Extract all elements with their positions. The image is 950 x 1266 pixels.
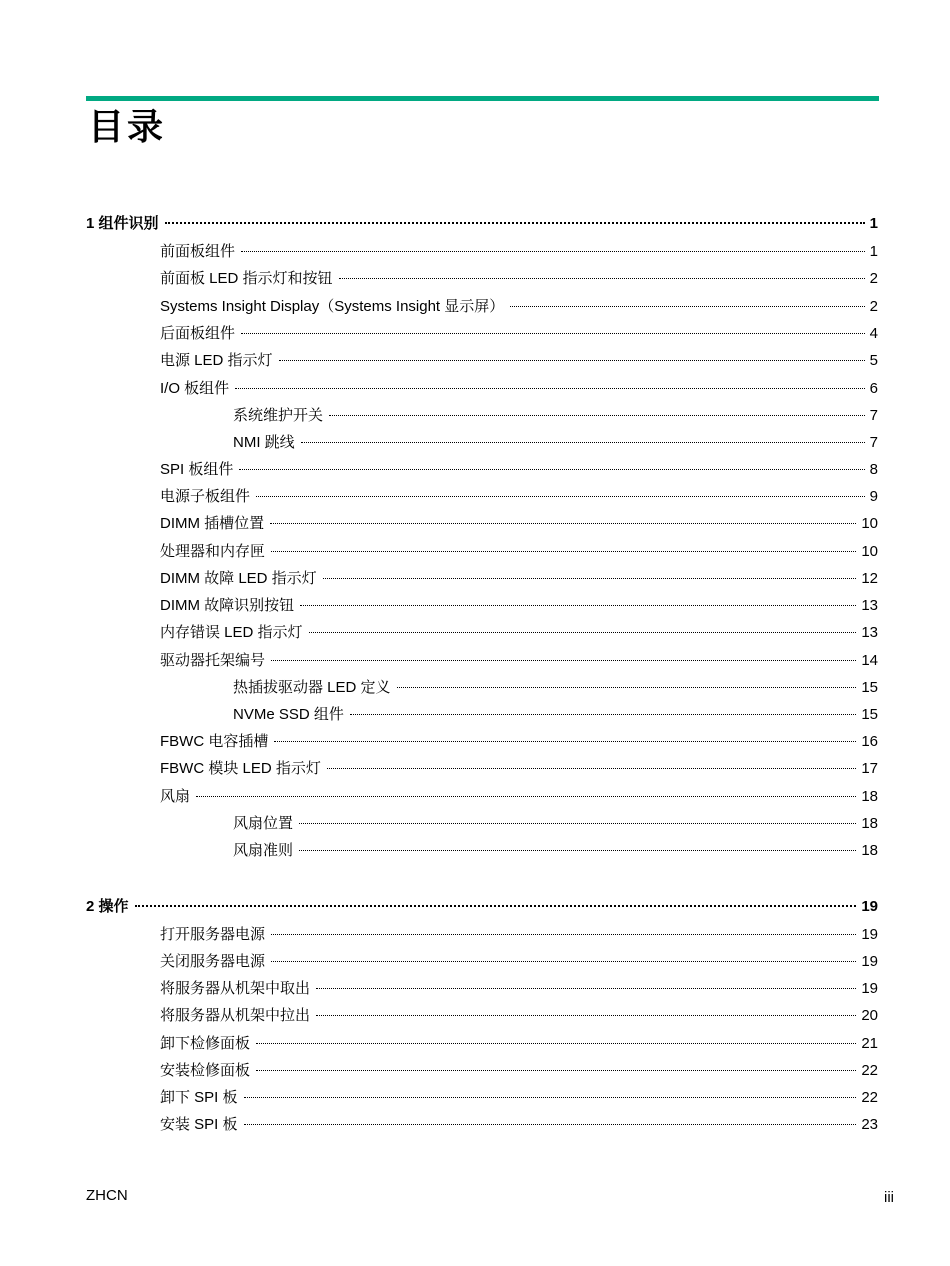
- toc-page-number: 15: [861, 706, 878, 723]
- toc-entry[interactable]: [160, 1033, 878, 1055]
- toc-page-number: 14: [861, 652, 878, 669]
- toc-entry-title: 2 操作: [86, 898, 129, 915]
- toc-entry[interactable]: [160, 378, 878, 400]
- toc-dot-leader: [135, 905, 857, 907]
- page-title: 目录: [88, 106, 167, 147]
- toc-page-number: 20: [861, 1007, 878, 1024]
- toc-entry-title: 内存错误 LED 指示灯: [160, 624, 303, 641]
- toc-page-number: 7: [869, 434, 878, 451]
- toc-dot-leader: [274, 741, 856, 742]
- toc-entry[interactable]: [160, 541, 878, 563]
- toc-entry-title: FBWC 电容插槽: [160, 733, 269, 750]
- toc-dot-leader: [316, 988, 856, 989]
- toc-entry-title: 安装 SPI 板: [160, 1116, 238, 1133]
- toc-dot-leader: [256, 496, 865, 497]
- toc-entry-title: Systems Insight Display（Systems Insight 显示屏）: [160, 298, 505, 315]
- toc-entry[interactable]: [160, 459, 878, 481]
- toc-page-number: 18: [861, 815, 878, 832]
- toc-dot-leader: [316, 1015, 856, 1016]
- toc-entry[interactable]: [160, 595, 878, 617]
- toc-entry[interactable]: [160, 924, 878, 946]
- toc-page-number: 18: [861, 788, 878, 805]
- toc-entry-title: 电源 LED 指示灯: [160, 352, 273, 369]
- toc-dot-leader: [239, 469, 864, 470]
- toc-entry-title: 将服务器从机架中取出: [160, 980, 311, 997]
- toc-dot-leader: [329, 415, 865, 416]
- toc-entry[interactable]: [160, 350, 878, 372]
- toc-page-number: 1: [869, 215, 878, 232]
- toc-page-number: 21: [861, 1035, 878, 1052]
- toc-dot-leader: [279, 360, 865, 361]
- toc-entry[interactable]: [160, 513, 878, 535]
- toc-page-number: 13: [861, 624, 878, 641]
- toc-dot-leader: [271, 934, 856, 935]
- toc-dot-leader: [327, 768, 856, 769]
- toc-entry-title: 安装检修面板: [160, 1062, 251, 1079]
- toc-entry[interactable]: [233, 813, 878, 835]
- toc-page-number: 15: [861, 679, 878, 696]
- toc-entry-title: DIMM 故障 LED 指示灯: [160, 570, 317, 587]
- toc-entry-title: 前面板组件: [160, 243, 236, 260]
- toc-dot-leader: [299, 850, 856, 851]
- toc-page-number: 13: [861, 597, 878, 614]
- toc-entry-title: 前面板 LED 指示灯和按钮: [160, 270, 333, 287]
- toc-entry[interactable]: [160, 731, 878, 753]
- toc-page-number: 4: [869, 325, 878, 342]
- toc-dot-leader: [241, 251, 865, 252]
- toc-page-number: 10: [861, 543, 878, 560]
- toc-entry[interactable]: [160, 786, 878, 808]
- toc-page-number: 17: [861, 760, 878, 777]
- toc-entry-title: DIMM 故障识别按钮: [160, 597, 295, 614]
- toc-entry[interactable]: [160, 1114, 878, 1136]
- toc-dot-leader: [301, 442, 865, 443]
- toc-page-number: 22: [861, 1062, 878, 1079]
- toc-dot-leader: [235, 388, 864, 389]
- toc-entry[interactable]: [160, 650, 878, 672]
- toc-page-number: 1: [869, 243, 878, 260]
- toc-entry[interactable]: [233, 432, 878, 454]
- toc-entry-title: 电源子板组件: [160, 488, 251, 505]
- toc-entry-title: 关闭服务器电源: [160, 953, 266, 970]
- footer-page-number: iii: [884, 1189, 894, 1206]
- toc-dot-leader: [271, 660, 856, 661]
- toc-dot-leader: [256, 1070, 856, 1071]
- toc-entry[interactable]: [160, 486, 878, 508]
- toc-dot-leader: [350, 714, 856, 715]
- toc-entry[interactable]: [233, 677, 878, 699]
- toc-page-number: 10: [861, 515, 878, 532]
- toc-entry-title: 打开服务器电源: [160, 926, 266, 943]
- toc-entry-title: FBWC 模块 LED 指示灯: [160, 760, 321, 777]
- toc-dot-leader: [300, 605, 856, 606]
- toc-entry-title: I/O 板组件: [160, 380, 230, 397]
- toc-page-number: 19: [861, 953, 878, 970]
- toc-dot-leader: [271, 961, 856, 962]
- toc-entry-title: 卸下检修面板: [160, 1035, 251, 1052]
- toc-entry-title: NMI 跳线: [233, 434, 295, 451]
- toc-entry[interactable]: [160, 568, 878, 590]
- toc-entry[interactable]: [233, 704, 878, 726]
- toc-entry-title: DIMM 插槽位置: [160, 515, 265, 532]
- toc-entry[interactable]: [160, 268, 878, 290]
- toc-page-number: 23: [861, 1116, 878, 1133]
- toc-entry-title: 系统维护开关: [233, 407, 324, 424]
- toc-entry[interactable]: [160, 1060, 878, 1082]
- toc-entry-title: 驱动器托架编号: [160, 652, 266, 669]
- footer-language-code: ZHCN: [86, 1187, 128, 1204]
- toc-dot-leader: [244, 1124, 857, 1125]
- toc-page-number: 22: [861, 1089, 878, 1106]
- toc-entry[interactable]: [160, 323, 878, 345]
- toc-dot-leader: [196, 796, 856, 797]
- toc-entry-title: 热插拔驱动器 LED 定义: [233, 679, 391, 696]
- toc-page-number: 16: [861, 733, 878, 750]
- toc-dot-leader: [271, 551, 856, 552]
- toc-page-number: 19: [861, 980, 878, 997]
- toc-page-number: 2: [869, 298, 878, 315]
- toc-entry[interactable]: [160, 1005, 878, 1027]
- toc-dot-leader: [510, 306, 864, 307]
- toc-page-number: 12: [861, 570, 878, 587]
- toc-dot-leader: [256, 1043, 856, 1044]
- toc-dot-leader: [270, 523, 856, 524]
- toc-page-number: 19: [861, 926, 878, 943]
- toc-entry[interactable]: [233, 405, 878, 427]
- toc-dot-leader: [241, 333, 865, 334]
- toc-entry-title: 处理器和内存匣: [160, 543, 266, 560]
- toc-entry-title: 将服务器从机架中拉出: [160, 1007, 311, 1024]
- toc-entry-title: 1 组件识别: [86, 215, 159, 232]
- toc-page-number: 2: [869, 270, 878, 287]
- toc-page-number: 7: [869, 407, 878, 424]
- toc-entry[interactable]: [160, 1087, 878, 1109]
- toc-entry[interactable]: [160, 241, 878, 263]
- toc-page-number: 18: [861, 842, 878, 859]
- title-accent-rule: [86, 96, 879, 101]
- toc-entry[interactable]: [160, 978, 878, 1000]
- toc-entry-title: SPI 板组件: [160, 461, 234, 478]
- toc-entry-title: NVMe SSD 组件: [233, 706, 344, 723]
- toc-entry[interactable]: [160, 758, 878, 780]
- toc-dot-leader: [309, 632, 857, 633]
- toc-page-number: 8: [869, 461, 878, 478]
- toc-entry-title: 风扇准则: [233, 842, 294, 859]
- toc-chapter-entry[interactable]: [86, 213, 878, 235]
- toc-dot-leader: [323, 578, 857, 579]
- toc-entry-title: 风扇位置: [233, 815, 294, 832]
- toc-dot-leader: [299, 823, 856, 824]
- toc-dot-leader: [397, 687, 857, 688]
- toc-entry[interactable]: [233, 840, 878, 862]
- toc-entry[interactable]: [160, 296, 878, 318]
- toc-entry[interactable]: [160, 951, 878, 973]
- toc-page-number: 9: [869, 488, 878, 505]
- toc-chapter-entry[interactable]: [86, 896, 878, 918]
- toc-page-number: 5: [869, 352, 878, 369]
- toc-dot-leader: [339, 278, 865, 279]
- toc-page-number: 6: [869, 380, 878, 397]
- toc-entry-title: 风扇: [160, 788, 191, 805]
- toc-dot-leader: [165, 222, 865, 224]
- toc-entry-title: 卸下 SPI 板: [160, 1089, 238, 1106]
- toc-page-number: 19: [861, 898, 878, 915]
- toc-entry-title: 后面板组件: [160, 325, 236, 342]
- toc-dot-leader: [244, 1097, 857, 1098]
- toc-entry[interactable]: [160, 622, 878, 644]
